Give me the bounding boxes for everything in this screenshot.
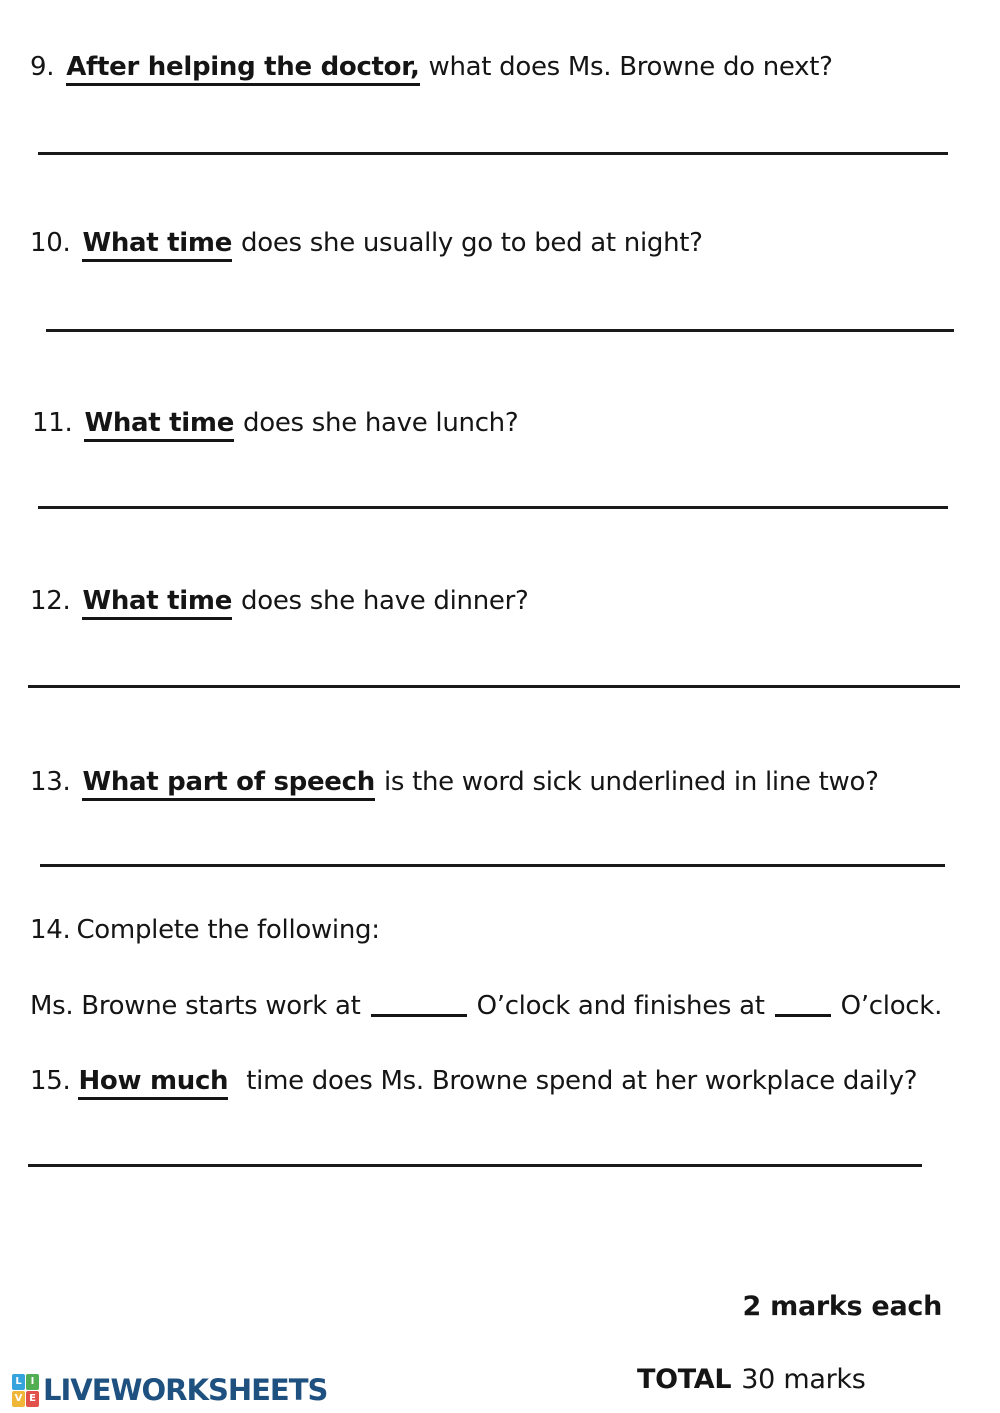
logo-tile-v: V <box>12 1391 25 1407</box>
question-12-text: does she have dinner? <box>241 586 529 616</box>
total-value: 30 marks <box>741 1364 866 1395</box>
fill-in-segment-3: O’clock. <box>840 991 943 1021</box>
marks-each-label: 2 marks each <box>742 1291 942 1322</box>
question-12-emphasis: What time <box>82 586 232 620</box>
question-15-emphasis: How much <box>78 1066 228 1100</box>
question-13-number: 13. <box>30 767 71 797</box>
question-15-text: time does Ms. Browne spend at her workplace daily? <box>246 1066 918 1096</box>
answer-line-q11[interactable] <box>38 506 948 509</box>
fill-in-sentence <box>30 991 942 1021</box>
fill-in-segment-2: O’clock and finishes at <box>476 991 765 1021</box>
logo-tile-i: I <box>26 1374 39 1390</box>
question-11 <box>32 408 518 438</box>
liveworksheets-logo[interactable] <box>12 1373 327 1407</box>
question-10-number: 10. <box>30 228 71 258</box>
logo-tile-e: E <box>26 1391 39 1407</box>
answer-line-q12[interactable] <box>28 685 960 688</box>
question-11-emphasis: What time <box>84 408 234 442</box>
answer-line-q13[interactable] <box>40 864 945 867</box>
question-9-number: 9. <box>30 52 55 82</box>
question-13-text: is the word sick underlined in line two? <box>383 767 879 797</box>
answer-line-q15[interactable] <box>28 1164 922 1167</box>
question-13 <box>30 767 879 797</box>
liveworksheets-tiles-icon <box>12 1374 39 1407</box>
question-14-number: 14. <box>30 915 71 945</box>
total-label: TOTAL <box>637 1364 732 1395</box>
question-10-text: does she usually go to bed at night? <box>241 228 703 258</box>
question-14 <box>30 915 380 945</box>
fill-in-blank-1[interactable] <box>371 996 467 1017</box>
question-14-text: Complete the following: <box>76 915 380 945</box>
question-15-number: 15. <box>30 1066 71 1096</box>
question-12-number: 12. <box>30 586 71 616</box>
fill-in-segment-1: Ms. Browne starts work at <box>30 991 361 1021</box>
question-11-number: 11. <box>32 408 73 438</box>
answer-line-q10[interactable] <box>46 329 954 332</box>
liveworksheets-brand-text: LIVEWORKSHEETS <box>43 1373 328 1407</box>
question-13-emphasis: What part of speech <box>82 767 374 801</box>
question-9 <box>30 52 833 82</box>
fill-in-blank-2[interactable] <box>775 996 831 1017</box>
total-marks <box>637 1364 866 1395</box>
question-12 <box>30 586 528 616</box>
question-9-emphasis: After helping the doctor, <box>66 52 419 86</box>
question-10-emphasis: What time <box>82 228 232 262</box>
question-11-text: does she have lunch? <box>243 408 519 438</box>
answer-line-q9[interactable] <box>38 152 948 155</box>
question-15 <box>30 1066 917 1096</box>
question-9-text: what does Ms. Browne do next? <box>428 52 833 82</box>
question-10 <box>30 228 703 258</box>
logo-tile-l: L <box>12 1374 25 1390</box>
